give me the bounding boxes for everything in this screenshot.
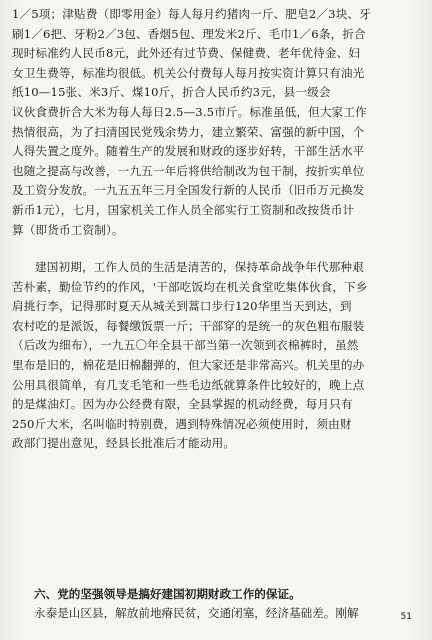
text-line: 新币1元），七月，国家机关工作人员全部实行工资制和改按货币计 (12, 202, 355, 217)
text-line: 及工资分发放。一九五五年三月全国发行新的人民币（旧币万元换发 (12, 183, 365, 198)
text-line: 农村吃的是派饭，每餐缴饭票一斤；干部穿的是统一的灰色粗布服装 (12, 318, 365, 333)
text-line: 公用具很简单，有几支毛笔和一些毛边纸就算条件比较好的，晚上点 (12, 377, 365, 392)
text-line: 的是煤油灯。因为办公经费有限，全县掌握的机动经费，每月只有 (12, 397, 353, 412)
text-line: 政部门提出意见，经县长批准后才能动用。 (12, 436, 236, 451)
text-line: 议伙食费折合大米为每人每日2.5—3.5市斤。标准虽低，但大家工作 (12, 104, 367, 119)
text-line: （后改为细布），一九五〇年全县干部当第一次领到衣棉裤时，虽然 (12, 338, 359, 353)
text-line: 人得失置之度外。随着生产的发展和财政的逐步好转，干部生活水平 (12, 144, 365, 159)
text-line: 肩挑行李，记得那时夏天从城关到蒿口步行120华里当天到达，到 (12, 299, 352, 314)
page-number: 51 (400, 612, 412, 622)
text-line: 1／5项；津贴费（即零用金）每人每月约猪肉一斤、肥皂2／3块、牙 (12, 7, 371, 21)
text-line: 现时标准约人民币8元，此外还有过节费、保健费、老年优待金、妇 (12, 46, 361, 61)
text-line: 里布是旧的，棉花是旧棉翻弹的，但大家还是非常高兴。机关里的办 (12, 357, 365, 372)
text-line: 刷1／6把、牙粉2／3包、香烟5包、理发米2斤、毛巾1／6条，折合 (12, 26, 366, 41)
text-line: 苦朴素，勤俭节约的作风，'干部吃饭均在机关食堂吃集体伙食，下乡 (12, 279, 368, 294)
text-line: 也随之提高与改善，一九五一年后将供给制改为包干制，按折实单位 (12, 163, 365, 178)
text-line: 250斤大米，名叫临时特别费，遇到特殊情况必须使用时，须由财 (12, 416, 352, 431)
text-line: 建国初期，工作人员的生活是清苦的，保持革命战争年代那种艰 (35, 260, 364, 274)
section-heading: 六、党的坚强领导是搞好建国初期财政工作的保证。 (34, 587, 301, 601)
text-line: 纸10—15张、米3斤、煤10斤，折合人民币约3元，县一级会 (12, 85, 331, 100)
text-line: 女卫生费等，标准均很低。机关公付费每人每月按实资计算只有油光 (12, 65, 365, 80)
paragraph-2 (12, 258, 414, 454)
paragraph-1 (12, 5, 414, 240)
text-line: 算（即货币工资制）。 (12, 222, 124, 237)
text-line: 热情很高，为了扫清国民党残余势力，建立繁荣、富强的新中国，个 (12, 124, 365, 139)
paragraph-3-first-line: 永泰是山区县，解放前地瘠民贫，交通闭塞，经济基础差。刚解 (34, 606, 359, 620)
